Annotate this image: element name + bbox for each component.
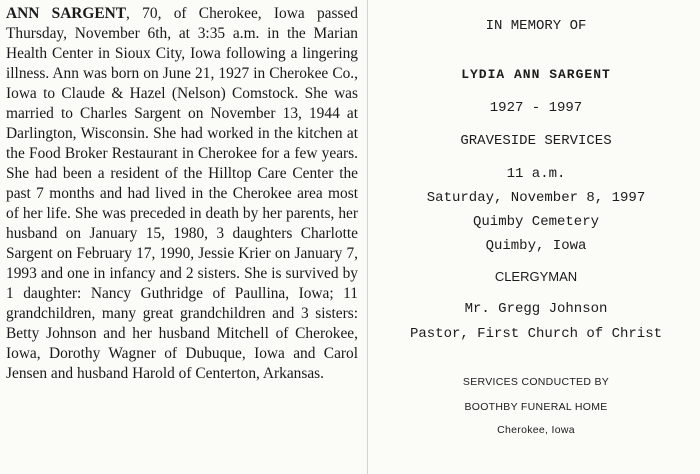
memorial-card bbox=[372, 0, 700, 474]
service-time: 11 a.m. bbox=[506, 166, 566, 182]
life-years: 1927 - 1997 bbox=[489, 100, 583, 116]
service-place: Quimby Cemetery bbox=[472, 214, 600, 230]
service-town: Quimby, Iowa bbox=[485, 238, 587, 254]
funeral-home: BOOTHBY FUNERAL HOME bbox=[464, 401, 608, 413]
service-type: GRAVESIDE SERVICES bbox=[460, 133, 612, 149]
card-heading: IN MEMORY OF bbox=[485, 18, 587, 34]
deceased-name: LYDIA ANN SARGENT bbox=[461, 67, 611, 82]
funeral-home-city: Cherokee, Iowa bbox=[497, 424, 575, 436]
clergy-heading: CLERGYMAN bbox=[494, 269, 578, 284]
conducted-by: SERVICES CONDUCTED BY bbox=[462, 376, 610, 388]
column-divider bbox=[367, 0, 368, 474]
obituary-name: ANN SARGENT bbox=[6, 5, 127, 22]
clergy-name: Mr. Gregg Johnson bbox=[464, 301, 608, 317]
service-date: Saturday, November 8, 1997 bbox=[426, 190, 646, 206]
obituary-body: , 70, of Cherokee, Iowa passed Thursday, November 6th, at 3:35 a.m. in the Marian Health Center in Sioux City, Iowa following a lingering illness. Ann was born on June 21, 1927 in Cherokee Co., Iowa to Claude & Hazel (Nelson) Comstock. She was married to Charles Sargent on November 13, 1944 at Darlington, Wisconsin. She had worked in the kitchen at the Food Broker Restaurant in Cherokee for a few years. She had been a resident of the Hilltop Care Center the past 7 months and had lived in the Cherokee area most of her life. She was preceded in death by her parents, her husband on January 15, 1980, 3 daughters Charlotte Sargent on February 17, 1990, Jessie Krier on January 7, 1993 and one in infancy and 2 sisters. She is survived by 1 daughter: Nancy Guthridge of Paullina, Iowa; 11 grandchildren, many great grandchildren and 3 sisters: Betty Johnson and her husband Mitchell of Cherokee, Iowa, Dorothy Wagner of Dubuque, Iowa and Carol Jensen and husband Harold of Centerton, Arkansas. bbox=[6, 5, 358, 382]
clergy-title: Pastor, First Church of Christ bbox=[409, 326, 663, 342]
obituary-text bbox=[6, 4, 358, 384]
